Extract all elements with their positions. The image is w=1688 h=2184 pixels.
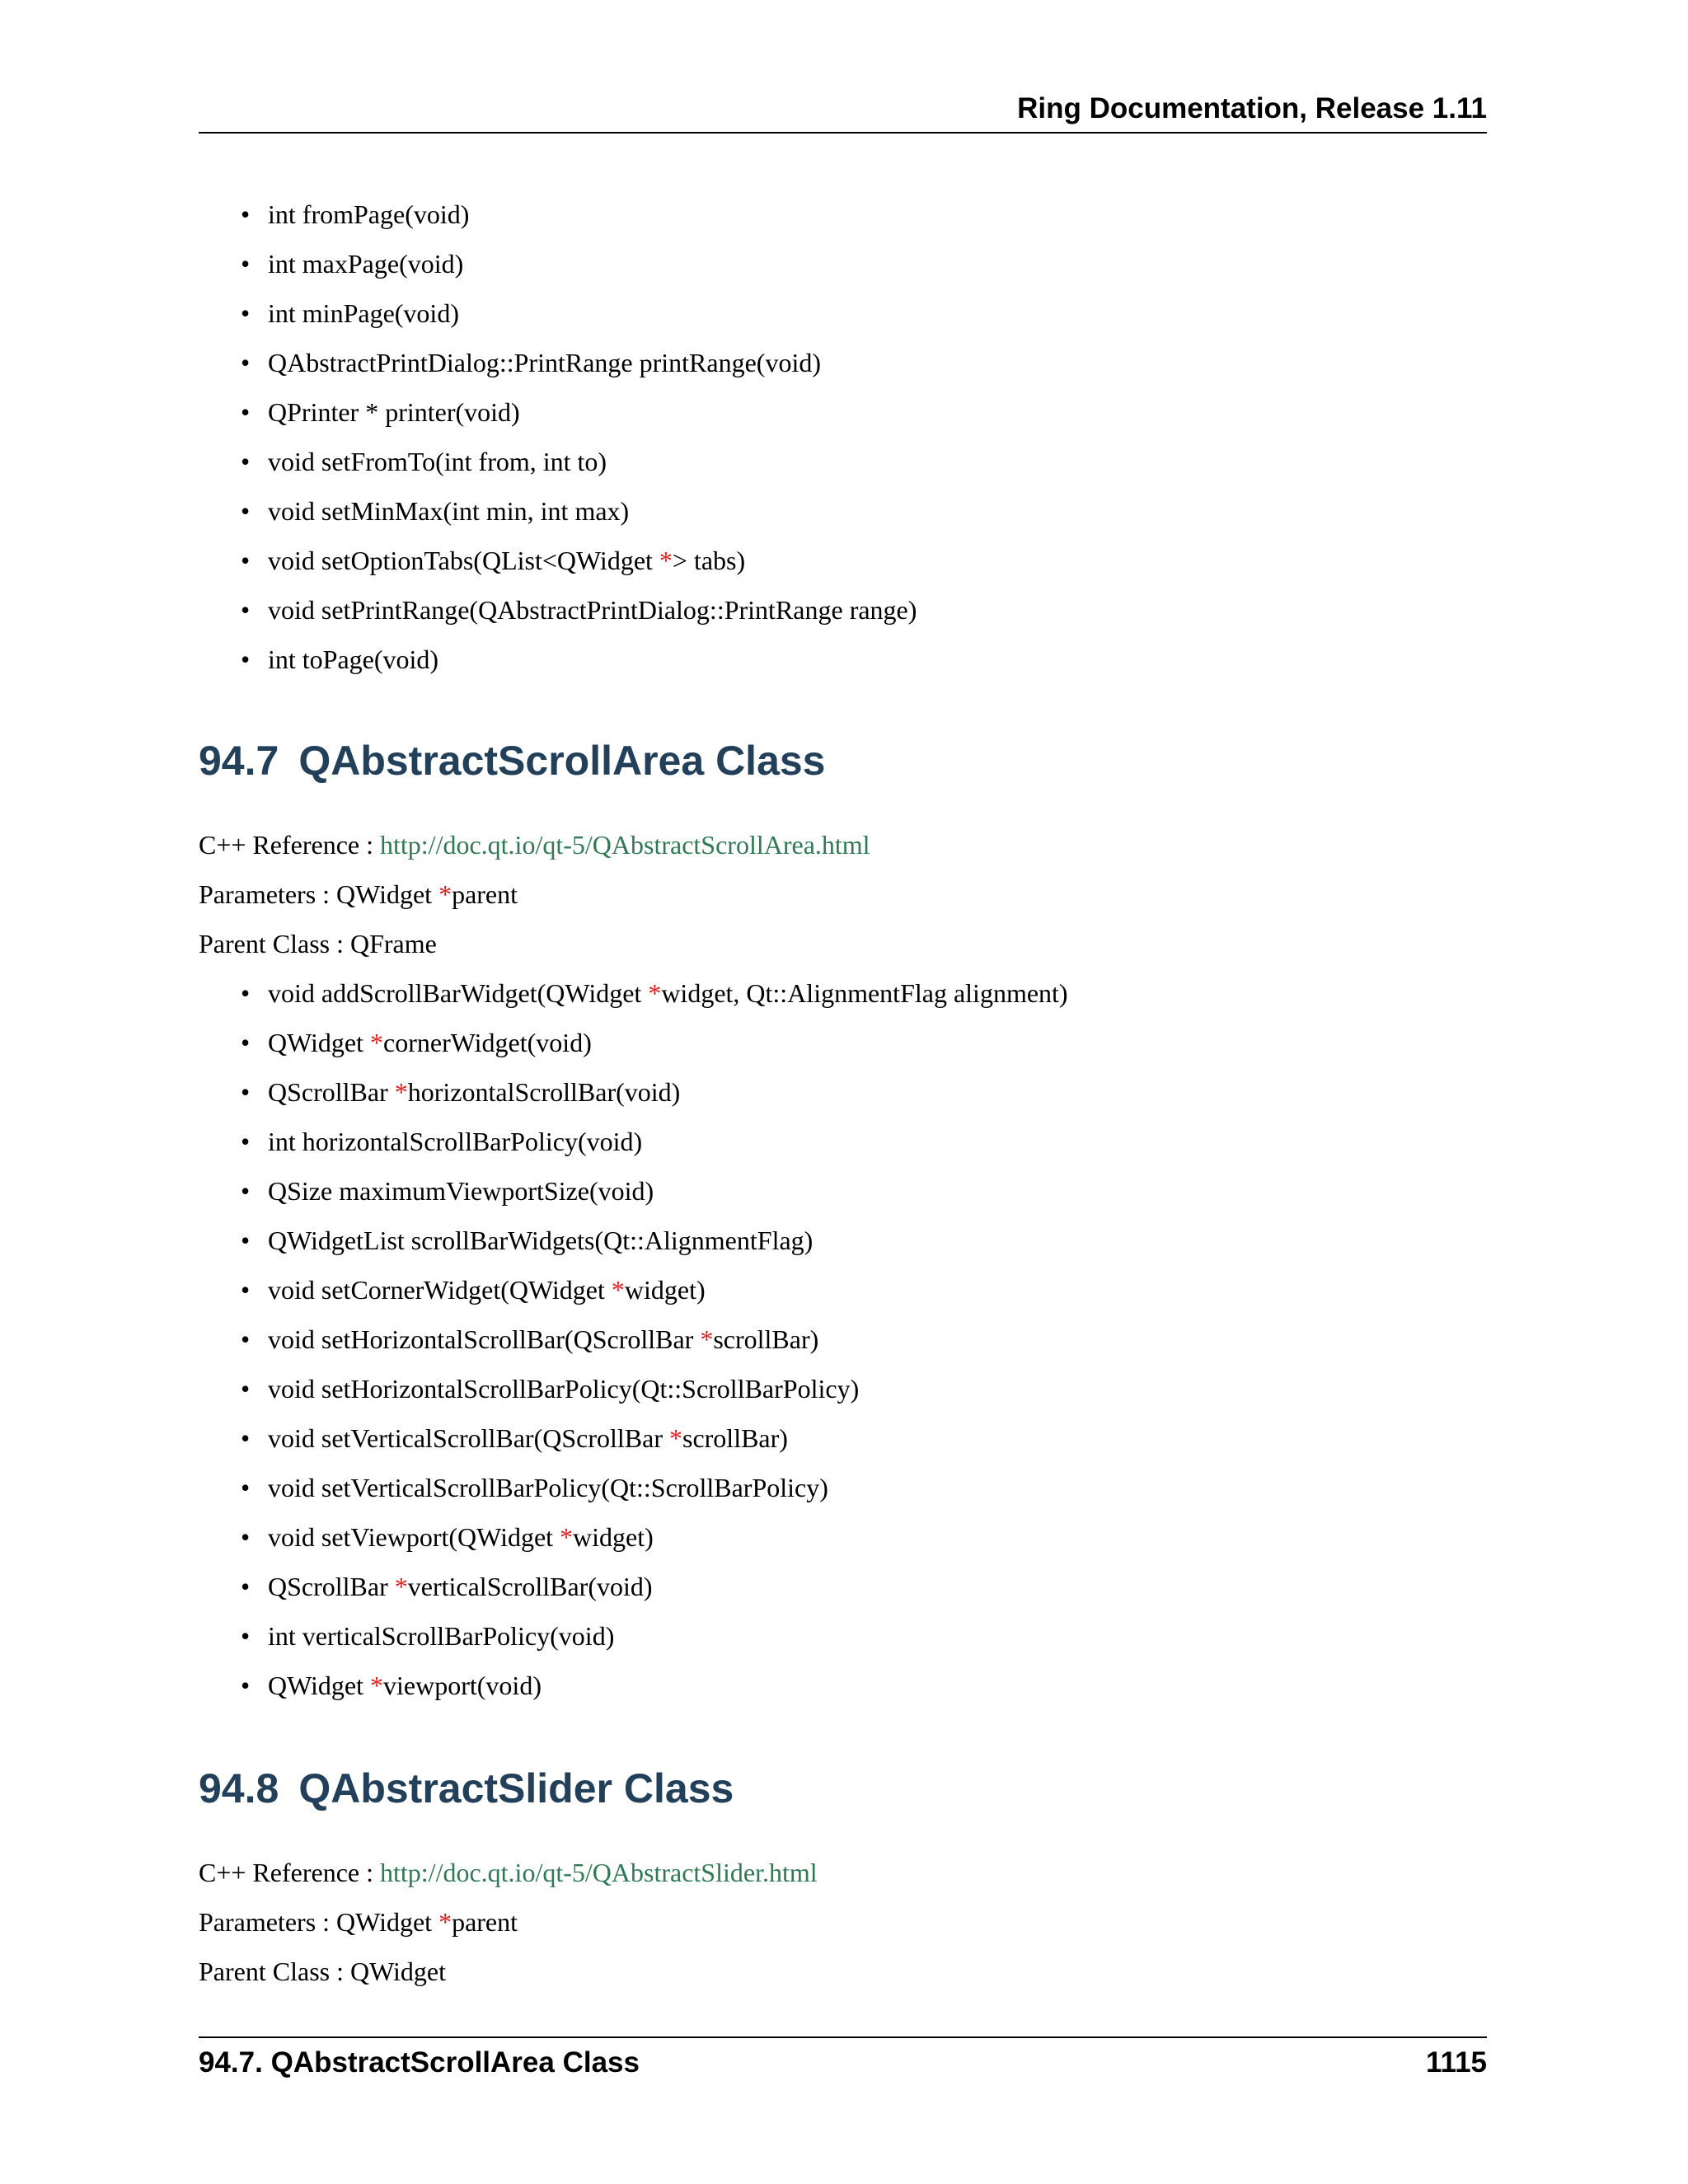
method-list-item: • void setHorizontalScrollBarPolicy(Qt::ScrollBarPolicy) — [241, 1372, 1068, 1405]
method-list-item: • int maxPage(void) — [241, 247, 917, 280]
method-list-item: • int fromPage(void) — [241, 198, 917, 231]
pointer-star: * — [659, 546, 673, 575]
pointer-star: * — [394, 1572, 408, 1601]
pointer-star: * — [370, 1028, 384, 1057]
footer-section-title: 94.7. QAbstractScrollArea Class — [199, 2046, 640, 2079]
scrollarea-method-list — [241, 977, 1068, 1718]
method-list-item: • void setHorizontalScrollBar(QScrollBar *scrollBar) — [241, 1323, 1068, 1356]
parameters-line — [199, 878, 518, 911]
page-header — [199, 91, 1487, 134]
section-number: 94.7 — [199, 738, 279, 784]
method-list-item: • void setOptionTabs(QList<QWidget *> tabs) — [241, 544, 917, 577]
parameters-line — [199, 1905, 518, 1938]
method-list-item: • QAbstractPrintDialog::PrintRange printRange(void) — [241, 346, 917, 379]
parameters-label: Parameters : QWidget — [199, 879, 439, 909]
method-list-item: • QWidget *viewport(void) — [241, 1669, 1068, 1702]
page-footer — [199, 2036, 1487, 2079]
pointer-star: * — [668, 1423, 682, 1453]
section-number: 94.8 — [199, 1765, 279, 1811]
page-number: 1115 — [1426, 2046, 1487, 2079]
method-list-item: • void setCornerWidget(QWidget *widget) — [241, 1273, 1068, 1306]
section-title: QAbstractSlider Class — [298, 1765, 734, 1811]
cpp-reference-label: C++ Reference : — [199, 1858, 380, 1887]
section-heading-94-8 — [199, 1764, 734, 1813]
pointer-star: * — [438, 879, 452, 909]
pointer-star: * — [394, 1077, 408, 1107]
cpp-reference-line — [199, 828, 870, 861]
method-list-item: • void setPrintRange(QAbstractPrintDialog::PrintRange range) — [241, 593, 917, 626]
parameter-name: parent — [452, 879, 518, 909]
pointer-star: * — [438, 1907, 452, 1937]
method-list-item: • void setViewport(QWidget *widget) — [241, 1521, 1068, 1554]
section-heading-94-7 — [199, 736, 826, 785]
intro-method-list — [241, 198, 917, 692]
method-list-item: • QWidgetList scrollBarWidgets(Qt::AlignmentFlag) — [241, 1224, 1068, 1257]
header-title: Ring Documentation, Release 1.11 — [1017, 92, 1487, 124]
parameter-name: parent — [452, 1907, 518, 1937]
method-list-item: • void setVerticalScrollBar(QScrollBar *scrollBar) — [241, 1422, 1068, 1455]
method-list-item: • void setMinMax(int min, int max) — [241, 494, 917, 527]
method-list-item: • QScrollBar *horizontalScrollBar(void) — [241, 1076, 1068, 1108]
cpp-reference-label: C++ Reference : — [199, 830, 380, 860]
method-list-item: • int horizontalScrollBarPolicy(void) — [241, 1125, 1068, 1158]
method-list-item: • QPrinter * printer(void) — [241, 396, 917, 429]
cpp-reference-link[interactable]: http://doc.qt.io/qt-5/QAbstractSlider.html — [380, 1858, 818, 1887]
method-list-item: • QWidget *cornerWidget(void) — [241, 1026, 1068, 1059]
pointer-star: * — [611, 1275, 625, 1305]
method-list-item: • int verticalScrollBarPolicy(void) — [241, 1619, 1068, 1652]
cpp-reference-link[interactable]: http://doc.qt.io/qt-5/QAbstractScrollArea.html — [380, 830, 870, 860]
method-list-item: • QSize maximumViewportSize(void) — [241, 1174, 1068, 1207]
pointer-star: * — [700, 1324, 714, 1354]
parent-class-line: Parent Class : QWidget — [199, 1957, 446, 1986]
method-list-item: • int toPage(void) — [241, 643, 917, 676]
method-list-item: • void addScrollBarWidget(QWidget *widget, Qt::AlignmentFlag alignment) — [241, 977, 1068, 1010]
section-title: QAbstractScrollArea Class — [298, 738, 826, 784]
method-list-item: • QScrollBar *verticalScrollBar(void) — [241, 1570, 1068, 1603]
method-list-item: • void setFromTo(int from, int to) — [241, 445, 917, 478]
pointer-star: * — [560, 1522, 574, 1552]
method-list-item: • int minPage(void) — [241, 297, 917, 330]
parent-class-line: Parent Class : QFrame — [199, 929, 437, 958]
cpp-reference-line — [199, 1856, 818, 1889]
pointer-star: * — [648, 978, 662, 1008]
parameters-label: Parameters : QWidget — [199, 1907, 439, 1937]
method-list-item: • void setVerticalScrollBarPolicy(Qt::ScrollBarPolicy) — [241, 1471, 1068, 1504]
pointer-star: * — [370, 1671, 384, 1700]
